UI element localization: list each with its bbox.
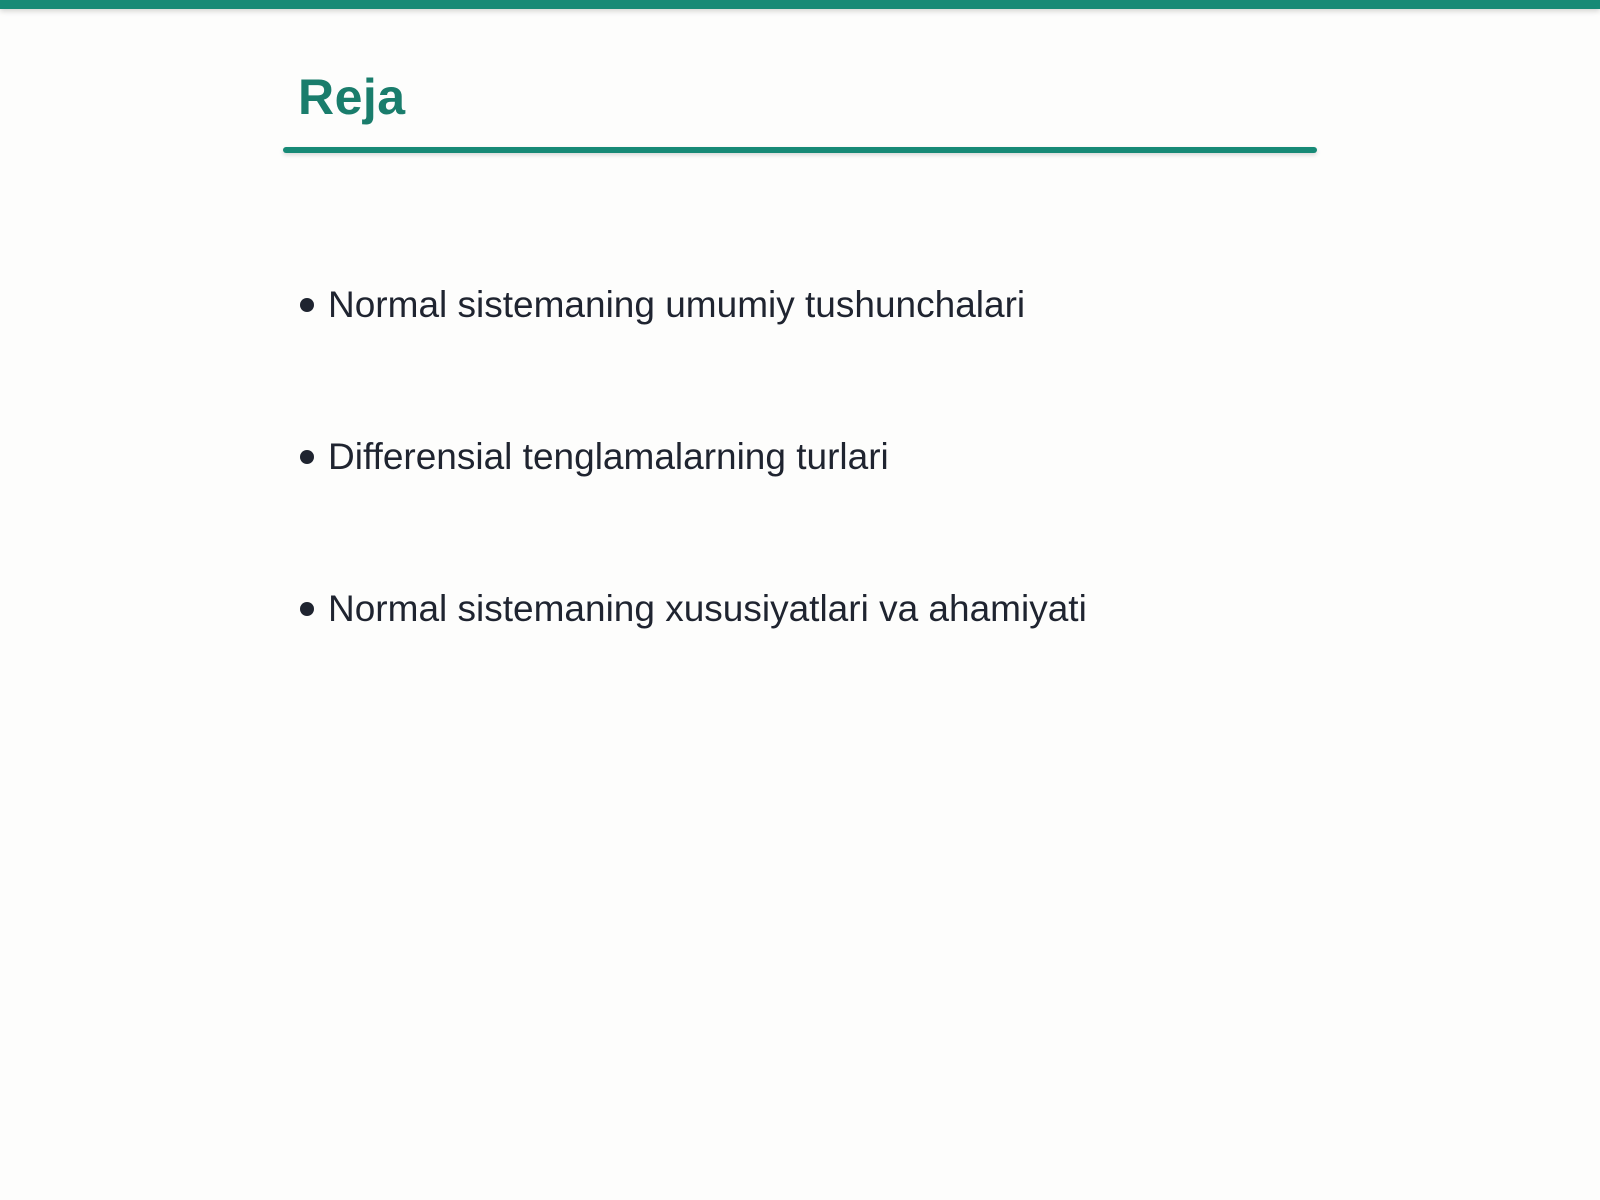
bullet-text: Differensial tenglamalarning turlari [328,436,889,477]
bullet-icon [300,450,314,464]
list-item [300,275,1087,335]
bullet-icon [300,298,314,312]
list-item [300,579,1087,639]
list-item [300,427,1087,487]
bullet-text: Normal sistemaning umumiy tushunchalari [328,284,1026,325]
bullet-icon [300,602,314,616]
top-accent-bar [0,0,1600,9]
slide-title: Reja [298,69,406,125]
title-underline [283,147,1317,153]
bullet-text: Normal sistemaning xususiyatlari va ahamiyati [328,588,1087,629]
bullet-list [300,275,1087,731]
